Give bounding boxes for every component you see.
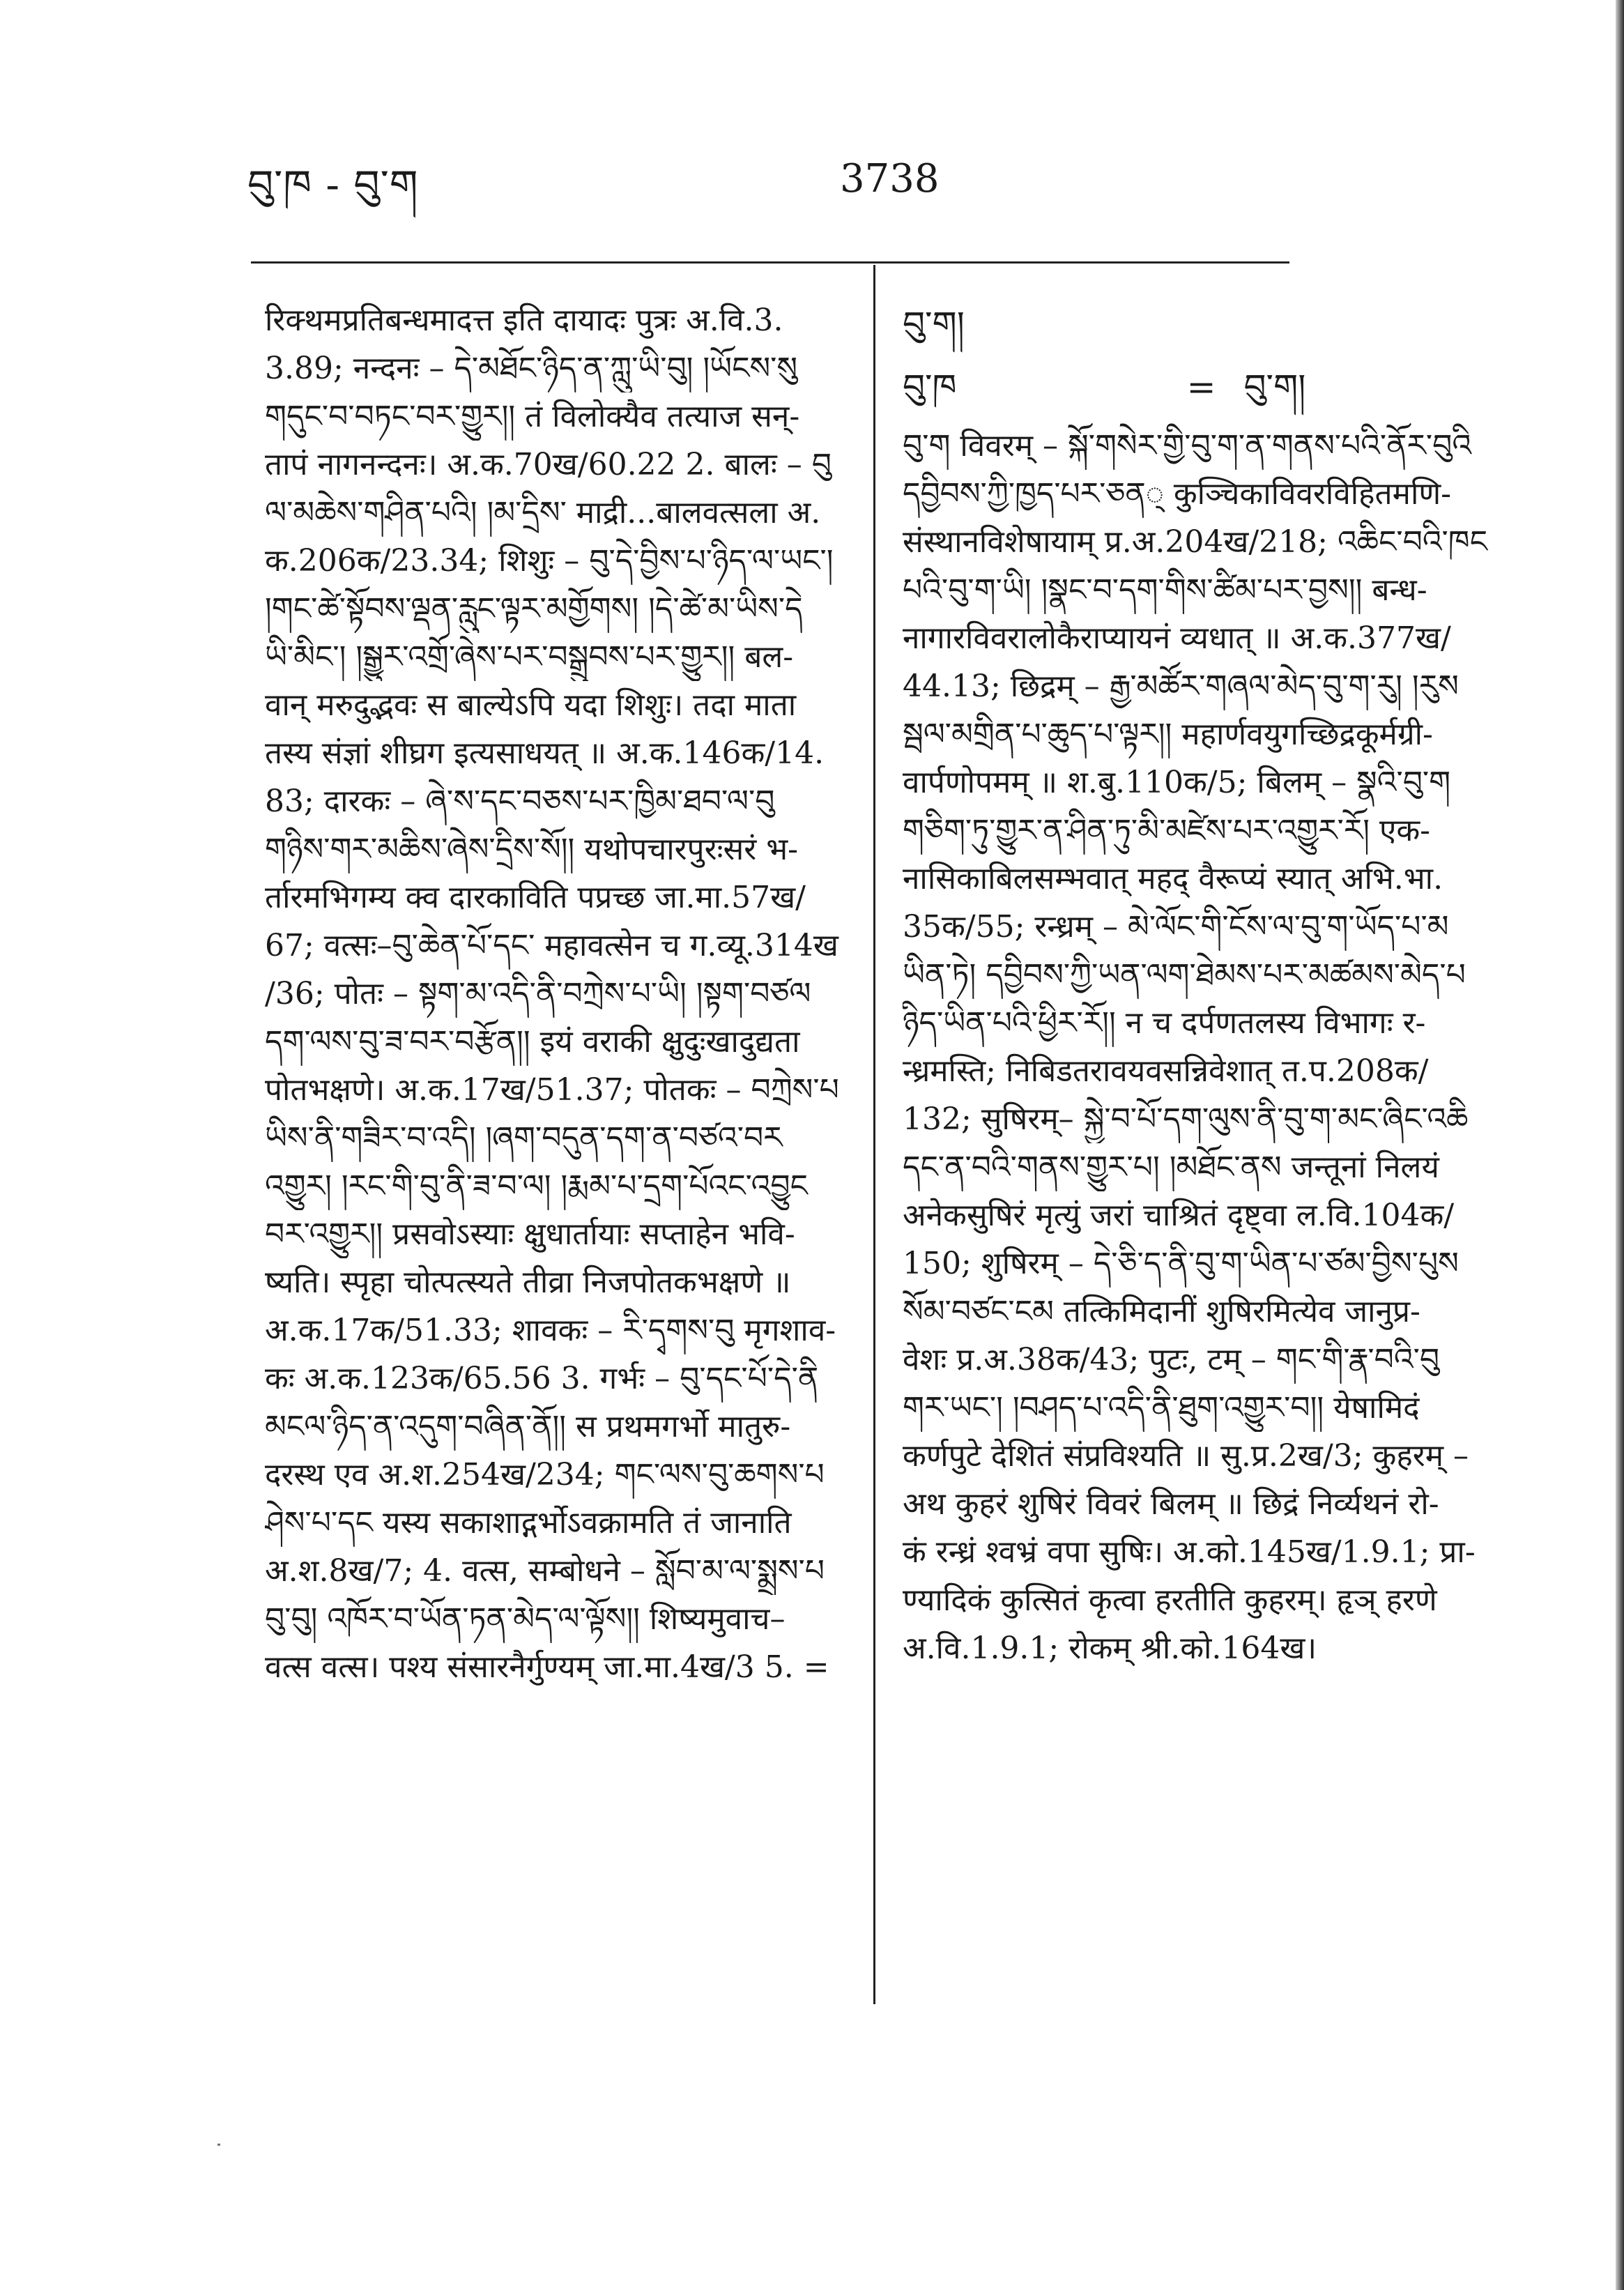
text-line: तापं नागनन्दनः। अ.क.70ख/60.22 2. बालः – བུ (265, 447, 832, 482)
text-line: ཤེས་པ་དང यस्य सकाशाद्गर्भोऽवक्रामति तं जानाति (265, 1505, 792, 1541)
text-line: अ.क.17क/51.33; शावकः – རི་དྭགས་བུ मृगशाव- (265, 1313, 836, 1348)
text-line: 67; वत्सः–བུ་ཆེན་པོ་དང་ महावत्सेन च ग.व्यू.314ख (265, 928, 838, 963)
column-divider (873, 265, 875, 2004)
text-line: དབྱིབས་ཀྱི་ཁྱད་པར་ཅན् कुञ्चिकाविवरविहितमणि- (903, 476, 1452, 512)
text-line: 3.89; नन्दनः – དེ་མཐོང་ཉིད་ན་ཀླུ་ཡི་བུ། །ཡོངས་སུ (265, 351, 798, 386)
running-head: བུ་ཁ - བུ་ག (247, 161, 419, 208)
page-number: 3738 (840, 156, 940, 201)
scan-speck (217, 2144, 220, 2146)
page-edge (1616, 0, 1624, 2290)
xref-headword: བུ་ཁ (903, 367, 957, 407)
text-line: སོམ་བཙང་ངམ तत्किमिदानीं शुषिरमित्येव जानुप्र- (903, 1294, 1420, 1329)
text-line: གཅིག་ཏུ་གྱུར་ན་ཤིན་ཏུ་མི་མཛེས་པར་འགྱུར་རོ། एक- (903, 813, 1431, 848)
text-line: अथ कुहरं शुषिरं विवरं बिलम् ॥ छिद्रं निर्व्यथनं रो- (903, 1486, 1439, 1522)
text-line: འགྱུར། །རང་གི་བུ་ནི་ཟ་བ་ལ། །རྨམ་པ་དྲག་པོའང་འབྱུང (265, 1168, 808, 1204)
text-line: 83; दारकः – ཞེ་ས་དང་བཅས་པར་ཁྱིམ་ཐབ་ལ་བུ (265, 784, 775, 819)
text-line: अ.वि.1.9.1; रोकम् श्री.को.164ख। (903, 1631, 1317, 1666)
text-line: न्ध्रमस्ति; निबिडतरावयवसन्निवेशात् त.प.208क/ (903, 1053, 1429, 1089)
text-line: གར་ཡང་། །བཤད་པ་འདི་ནི་ཐུག་འགྱུར་བ།། येषामिदं (903, 1390, 1420, 1426)
text-line: रिक्थमप्रतिबन्धमादत्त इति दायादः पुत्रः अ.वि.3. (265, 303, 783, 338)
text-line: མངལ་ཉིད་ན་འདུག་བཞིན་ནོ།། स प्रथमगर्भो मातुरु- (265, 1409, 791, 1444)
text-line: कः अ.क.123क/65.56 3. गर्भः – བུ་དང་པོ་དེ་ནི (265, 1361, 819, 1396)
text-line: ལ་མཆེས་གཤིན་པའི། །མ་དྲིས་ माद्री...बालवत्सला अ. (265, 495, 821, 530)
text-line: कर्णपुटे देशितं संप्रविश्यति ॥ सु.प्र.2ख/3; कुहरम् – (903, 1438, 1469, 1474)
text-line: दरस्थ एव अ.श.254ख/234; གང་ལས་བུ་ཆགས་པ (265, 1457, 825, 1493)
xref-equals: = (1186, 367, 1216, 407)
header-rule (251, 261, 1289, 264)
text-line: 35क/55; रन्ध्रम् – མེ་ལོང་གི་ངོས་ལ་བུ་ག་ཡོད་པ་མ (903, 909, 1449, 945)
text-line: 44.13; छिद्रम् – རྒྱ་མཚོར་གཞལ་མེད་བུ་ག་རུ། །རུས (903, 669, 1459, 704)
left-column (265, 296, 843, 1691)
text-line: नागारविवरालोकैराप्यायनं व्यधात् ॥ अ.क.377ख/ (903, 620, 1451, 656)
text-line: पोतभक्षणे। अ.क.17ख/51.37; पोतकः – བཀྲེས་པ (265, 1072, 839, 1108)
text-line: र्तारमभिगम्य क्व दारकाविति पप्रच्छ जा.मा.57ख/ (265, 880, 806, 915)
text-line: तस्य संज्ञां शीघ्रग इत्यसाधयत् ॥ अ.क.146क/14. (265, 735, 825, 771)
right-entry-lines (903, 422, 1495, 1672)
text-line: གདུང་བ་བཏང་བར་གྱུར།། तं विलोक्यैव तत्याज सन्- (265, 399, 800, 434)
text-line: वार्पणोपमम् ॥ श.बु.110क/5; बिलम् – སྣའི་བུ་ག (903, 765, 1451, 800)
text-line: क.206क/23.34; शिशुः – བུ་དེ་བྱིས་པ་ཉིད་ལ་ཡང་། (265, 543, 834, 579)
text-line: संस्थानविशेषायाम् प्र.अ.204ख/218; འཆིང་བའི་ཁང (903, 524, 1487, 560)
text-line: ཡི་མིང་། །སྒྱུར་འགྲོ་ཞེས་པར་བསྒྲུབས་པར་གྱུར།། बल- (265, 639, 794, 675)
text-line: སྦལ་མགྲིན་པ་ཆུད་པ་ལྟར།། महार्णवयुगच्छिद्रकूर्मग्री- (903, 717, 1433, 752)
text-line: ण्यादिकं कुत्सितं कृत्वा हरतीति कुहरम्। हृञ् हरणे (903, 1582, 1437, 1618)
text-line: वत्स वत्स। पश्य संसारनैर्गुण्यम् जा.मा.4ख/3 5. = (265, 1649, 829, 1685)
text-line: ष्यति। स्पृहा चोत्पत्स्यते तीव्रा निजपोतकभक्षणे ॥ (265, 1265, 791, 1300)
text-line: ཡིས་ནི་གཟིར་བ་འདི། །ཞག་བདུན་དག་ན་བཙའ་བར (265, 1120, 783, 1156)
text-line: वान् मरुदुद्भवः स बाल्येऽपि यदा शिशुः। तदा माता (265, 687, 797, 723)
cross-reference (903, 352, 1495, 422)
text-line: कं रन्ध्रं श्वभ्रं वपा सुषिः। अ.को.145ख/1.9.1; प्रा- (903, 1534, 1476, 1570)
top-entry: བུ་ག། (903, 304, 965, 344)
text-line: བུ་ག विवरम् – སྐོ་གསེར་གྱི་བུ་ག་ན་གནས་པའི་ནོར་བུའི (903, 428, 1472, 464)
text-line: ཡིན་ཏེ། དབྱིབས་ཀྱི་ཡན་ལག་ཐེམས་པར་མཚམས་མེད་པ (903, 957, 1466, 993)
text-line: अनेकसुषिरं मृत्युं जरां चाश्रितं दृष्ट्वा ल.वि.104क/ (903, 1198, 1455, 1233)
text-line: नासिकाबिलसम्भवात् महद् वैरूप्यं स्यात् अभि.भा. (903, 861, 1443, 896)
text-line: པའི་བུ་ག་ཡི། །སྣང་བ་དག་གིས་ཚིམ་པར་བྱས།། बन्ध- (903, 572, 1427, 608)
text-line: བུ་བུ། འཁོར་བ་ཡོན་ཏན་མེད་ལ་ལྟོས།། शिष्यमुवाच– (265, 1601, 786, 1637)
text-line: གཉིས་གར་མཆིས་ཞེས་དྲིས་སོ།། यथोपचारपुरःसरं भ- (265, 832, 799, 867)
right-column (903, 296, 1495, 1672)
text-line: །གང་ཚེ་སྟོབས་ལྡན་རླུང་ལྟར་མགྱོགས། །དེ་ཚེ་མ་ཡིས་དེ (265, 591, 803, 627)
text-line: /36; पोतः – སྟག་མ་འདི་ནི་བཀྲེས་པ་ཡི། །སྟག་བཙལ (265, 976, 811, 1012)
text-line: वेशः प्र.अ.38क/43; पुटः, टम् – གང་གི་རྣ་བའི་བུ (903, 1342, 1440, 1377)
text-line: དང་ན་བའི་གནས་གྱུར་པ། །མཐོང་ནས जन्तूनां निलयं (903, 1150, 1439, 1185)
text-line: 150; शुषिरम् – དེ་ཅི་ད་ནི་བུ་ག་ཡིན་པ་ཙམ་བྱིས་པུས (903, 1246, 1459, 1281)
text-line: ཉིད་ཡིན་པའི་ཕྱིར་རོ།། न च दर्पणतलस्य विभागः र- (903, 1005, 1426, 1041)
xref-target: བུ་ག། (1243, 367, 1306, 407)
text-line: अ.श.8ख/7; 4. वत्स, सम्बोधने – སློབ་མ་ལ་སྨྲས་པ (265, 1553, 825, 1589)
text-line: དག་ལས་བུ་ཟ་བར་བརྩོན།། इयं वराकी क्षुदुःखादुद्यता (265, 1024, 800, 1060)
text-line: བར་འགྱུར།། प्रसवोऽस्याः क्षुधार्तायाः सप्ताहेन भवि- (265, 1216, 795, 1252)
text-line: 132; सुषिरम्– སྐྱེ་བ་པོ་དག་ལུས་ནི་བུ་ག་མང་ཞིང་འཆི (903, 1101, 1469, 1137)
